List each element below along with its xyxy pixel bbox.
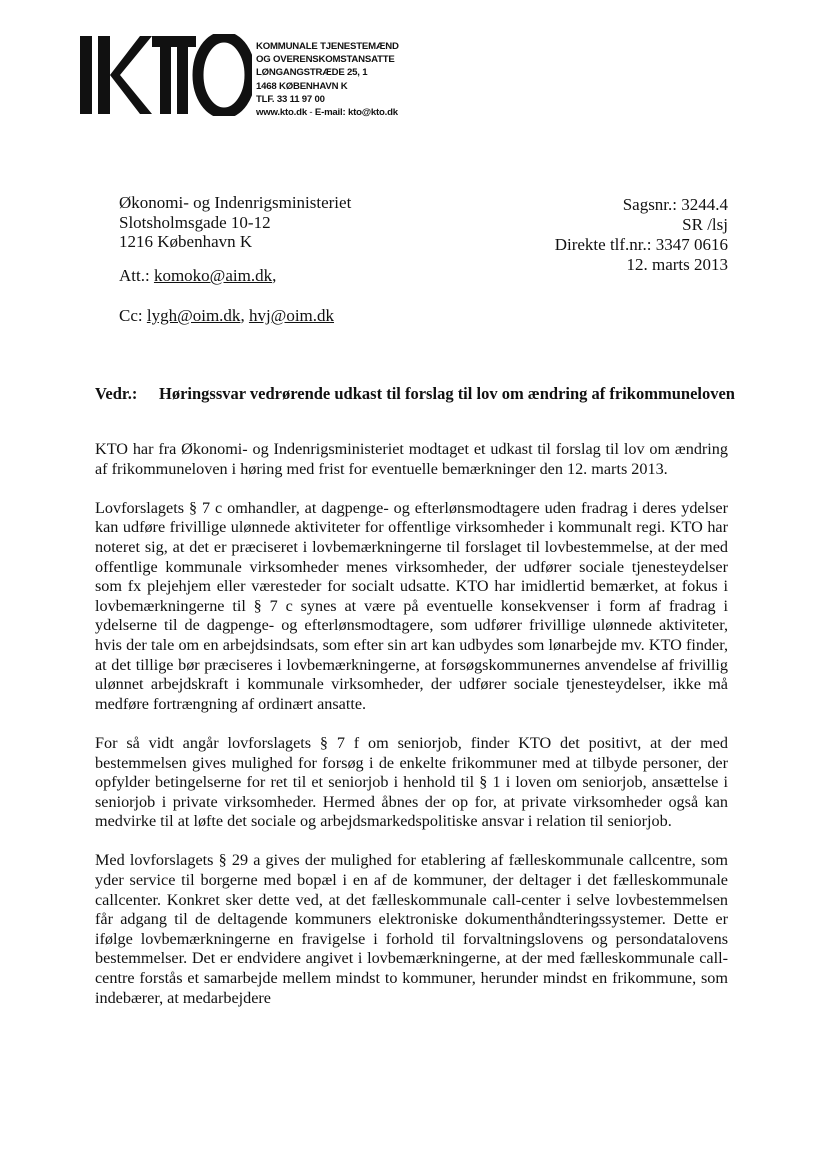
attention-suffix: , [272,266,277,285]
body-paragraph: Med lovforslagets § 29 a gives der mulighed for etablering af fælleskommunale callcentre, som yder service til borgerne med bopæl i en af de kommuner, der deltager i det fælleskommunale callcenter. Konkret sker dette ved, at det fælleskommunale call-center i selve lovbestemmelsen får adgang til de deltagende kommuners elektroniske dokumenthåndteringssystemer. Dette er ifølge lovbemærkningerne en fravigelse i forhold til forvaltningslovens og persondatalovens bestemmelser. Det er endvidere angivet i lovbemærkningerne, at der med fælleskommunale call-centre forstås et samarbejde mellem mindst to kommuner, herunder mindst en frikommune, som indebærer, at medarbejdere [95,851,728,1007]
subject-line [95,384,735,403]
body-paragraph: KTO har fra Økonomi- og Indenrigsministeriet modtaget et udkast til forslag til lov om ændring af frikommuneloven i høring med frist for eventuelle bemærkninger den 12. marts 2013. [95,440,728,478]
letterhead [256,40,399,119]
attention-line [119,266,276,286]
letterhead-web[interactable]: www.kto.dk [256,107,307,119]
kto-logo [80,34,252,116]
recipient-address [119,193,351,252]
letterhead-phone: TLF. 33 11 97 00 [256,93,325,105]
initials: SR /lsj [682,215,728,234]
letterhead-web-line [256,106,399,119]
body-paragraph: Lovforslagets § 7 c omhandler, at dagpenge- og efterlønsmodtagere uden fradrag i deres ydelser kan udføre frivillige ulønnede aktiviteter for offentlige virksomheder i kommunalt regi. KTO har noteret sig, at det er præciseret i lovbemærkningerne til forslaget til lovbestemmelse, at der med offentlige kommunale virksomheder menes virksomheder, der udfører sociale tjenesteydelser som fx plejehjem eller væresteder for socialt udsatte. KTO har imidlertid bemærket, at fokus i lovbemærkningerne til § 7 c synes at være på eventuelle konsekvenser i form af fradrag i ydelserne til de dagpenge- og efterlønsmodtagere, som udfører frivillige ulønnede aktiviteter, hvis der tale om en arbejdsindsats, som efter sin art kan udbydes som lønarbejde mv. KTO finder, at det tillige bør præciseres i lovbemærkningerne, at forsøgskommunernes anvendelse af frivillig ulønnet arbejdskraft i kommunale virksomheder, der udfører sociale tjenesteydelser, ikke må medføre fortrængning af ordinært ansatte. [95,498,728,713]
recipient-street: Slotsholmsgade 10-12 [119,212,271,232]
letter-body [95,440,728,1028]
cc-separator: , [240,306,249,325]
recipient-city: 1216 København K [119,232,253,251]
body-paragraph: For så vidt angår lovforslagets § 7 f om seniorjob, finder KTO det positivt, at der med bestemmelsen gives mulighed for forsøg i de enkelte frikommuner med at tilbyde personer, der opfylder betingelserne for ret til et seniorjob i henhold til § 1 i loven om seniorjob, ansættelse i seniorjob i private virksomheder. Hermed åbnes der op for, at private virksomheder også kan medvirke til at løfte det sociale og arbejdsmarkedspolitiske ansvar i relation til seniorjob. [95,733,728,831]
letter-date: 12. marts 2013 [626,255,728,274]
subject-text: Høringssvar vedrørende udkast til forslag til lov om ændring af frikommuneloven [159,384,735,403]
letterhead-city: 1468 KØBENHAVN K [256,80,348,92]
case-number: Sagsnr.: 3244.4 [622,195,728,214]
letterhead-org-line1: KOMMUNALE TJENESTEMÆND [256,41,399,52]
letterhead-separator: - [306,107,315,119]
letterhead-street: LØNGANGSTRÆDE 25, 1 [256,67,368,79]
subject-label: Vedr.: [95,384,138,403]
letterhead-org-line2: OG OVERENSKOMSTANSATTE [256,54,395,66]
cc-label: Cc: [119,306,147,325]
cc-email-link-2[interactable]: hvj@oim.dk [248,306,335,325]
letterhead-email[interactable]: E-mail: kto@kto.dk [314,107,398,119]
cc-email-link-1[interactable]: lygh@oim.dk [146,306,241,325]
reference-block [555,195,728,275]
attention-label: Att.: [119,266,154,285]
cc-line [119,306,334,326]
recipient-name: Økonomi- og Indenrigsministeriet [119,193,352,212]
direct-phone: Direkte tlf.nr.: 3347 0616 [554,235,728,254]
attention-email-link[interactable]: komoko@aim.dk [153,266,273,285]
